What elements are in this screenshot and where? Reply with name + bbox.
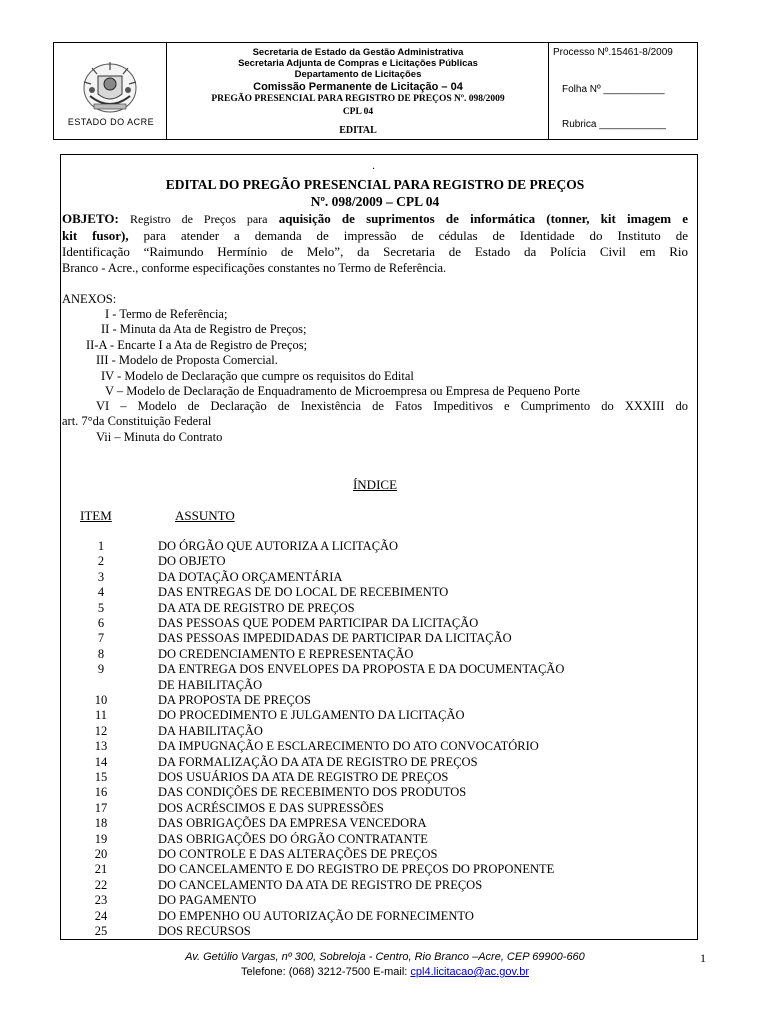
- anexo-item: IV - Modelo de Declaração que cumpre os requisitos do Edital: [101, 369, 414, 383]
- coat-of-arms-logo: [78, 60, 142, 120]
- indice-item-title: DO PAGAMENTO: [158, 893, 257, 908]
- folha-field: Folha Nº ___________: [562, 84, 665, 95]
- objeto-line-4: Branco - Acre., conforme especificações constantes no Termo de Referência.: [62, 261, 447, 275]
- indice-title: ÍNDICE: [352, 477, 398, 492]
- indice-item-title: DO CREDENCIAMENTO E REPRESENTAÇÃO: [158, 646, 414, 661]
- state-label: ESTADO DO ACRE: [67, 117, 155, 127]
- indice-item-number: 17: [94, 800, 108, 815]
- indice-item-number: 8: [97, 646, 105, 661]
- indice-item-title: DAS PESSOAS QUE PODEM PARTICIPAR DA LICITAÇÃO: [158, 616, 479, 630]
- col-item-header: ITEM: [80, 508, 112, 523]
- objeto-text-1a: Registro de Preços para: [130, 212, 268, 226]
- footer-phone: Telefone: (068) 3212-7500 E-mail:: [241, 966, 408, 978]
- indice-item-number: 2: [97, 554, 105, 569]
- indice-item-number: 14: [94, 754, 108, 769]
- processo-number: Processo Nº.15461-8/2009: [553, 47, 673, 58]
- footer-contact: [0, 966, 770, 978]
- indice-item-number: 12: [94, 723, 108, 738]
- objeto-line-2: [62, 228, 688, 244]
- indice-item-number: 6: [97, 616, 105, 630]
- indice-item-number: 9: [97, 662, 105, 677]
- objeto-text-2a: kit fusor),: [62, 228, 129, 243]
- header-edital: EDITAL: [339, 125, 377, 136]
- indice-item-number: 25: [94, 924, 108, 938]
- indice-item-number: 7: [97, 631, 105, 646]
- indice-item-number: 16: [94, 785, 108, 800]
- anexo-item: Vii – Minuta do Contrato: [96, 430, 223, 444]
- indice-item-number: 5: [97, 600, 105, 615]
- indice-item-title: DE HABILITAÇÃO: [158, 677, 263, 692]
- indice-item-number: 22: [94, 877, 108, 892]
- indice-item-title: DA IMPUGNAÇÃO E ESCLARECIMENTO DO ATO CONVOCATÓRIO: [158, 739, 539, 754]
- footer-address: Av. Getúlio Vargas, nº 300, Sobreloja - Centro, Rio Branco –Acre, CEP 69900-660: [185, 951, 585, 963]
- indice-item-title: DOS RECURSOS: [158, 924, 251, 938]
- header-pregao: PREGÃO PRESENCIAL PARA REGISTRO DE PREÇOS Nº. 098/2009: [211, 94, 505, 104]
- indice-item-number: 10: [94, 693, 108, 707]
- indice-item-title: DAS CONDIÇÕES DE RECEBIMENTO DOS PRODUTOS: [158, 785, 467, 800]
- rubrica-field: Rubrica ____________: [562, 119, 666, 130]
- objeto-text-2b: para atender a demanda de impressão de cédulas de Identidade do Instituto de: [143, 228, 688, 243]
- anexo-item: I - Termo de Referência;: [105, 307, 228, 321]
- indice-item-number: 24: [94, 908, 108, 923]
- edital-number: Nº. 098/2009 – CPL 04: [310, 194, 440, 209]
- header-line-adjunta: Secretaria Adjunta de Compras e Licitações Públicas: [238, 58, 478, 69]
- header-line-departamento: Departamento de Licitações: [294, 69, 422, 80]
- indice-item-number: 19: [94, 831, 108, 846]
- indice-item-title: DA PROPOSTA DE PREÇOS: [158, 693, 311, 707]
- indice-item-title: DAS OBRIGAÇÕES DA EMPRESA VENCEDORA: [158, 816, 427, 831]
- leading-dot: .: [372, 158, 375, 172]
- indice-item-title: DAS PESSOAS IMPEDIDADAS DE PARTICIPAR DA LICITAÇÃO: [158, 631, 512, 646]
- objeto-text-1b: aquisição de suprimentos de informática (tonner, kit imagem e: [278, 211, 689, 226]
- anexo-item: VI – Modelo de Declaração de Inexistência de Fatos Impeditivos e Cumprimento do XXXIII do: [96, 399, 688, 413]
- indice-item-title: DO CONTROLE E DAS ALTERAÇÕES DE PREÇOS: [158, 847, 438, 861]
- edital-title: EDITAL DO PREGÃO PRESENCIAL PARA REGISTRO DE PREÇOS: [165, 177, 585, 192]
- header-divider-left: [166, 42, 167, 140]
- indice-item-title: DA DOTAÇÃO ORÇAMENTÁRIA: [158, 569, 343, 584]
- indice-item-number: 1: [97, 539, 105, 553]
- header-commission: Comissão Permanente de Licitação – 04: [253, 81, 463, 93]
- indice-item-title: DA ATA DE REGISTRO DE PREÇOS: [158, 600, 355, 615]
- indice-item-title: DO PROCEDIMENTO E JULGAMENTO DA LICITAÇÃO: [158, 708, 465, 723]
- indice-item-title: DO OBJETO: [158, 554, 226, 569]
- col-assunto-header: ASSUNTO: [175, 508, 235, 523]
- indice-item-number: 18: [94, 816, 108, 831]
- anexo-item: II - Minuta da Ata de Registro de Preços;: [101, 322, 307, 336]
- header-cpl: CPL 04: [342, 107, 374, 117]
- indice-item-number: 21: [94, 862, 108, 877]
- page-number: 1: [700, 951, 706, 965]
- indice-item-title: DO CANCELAMENTO DA ATA DE REGISTRO DE PREÇOS: [158, 877, 483, 892]
- objeto-label: OBJETO:: [62, 211, 119, 226]
- footer-email-link[interactable]: cpl4.licitacao@ac.gov.br: [410, 966, 529, 978]
- anexo-item-cont: art. 7°da Constituição Federal: [62, 414, 212, 428]
- anexo-item: III - Modelo de Proposta Comercial.: [96, 353, 278, 367]
- anexo-item: V – Modelo de Declaração de Enquadramento de Microempresa ou Empresa de Pequeno Porte: [105, 384, 580, 398]
- indice-item-number: 23: [94, 893, 108, 908]
- indice-item-title: DO CANCELAMENTO E DO REGISTRO DE PREÇOS DO PROPONENTE: [158, 862, 555, 877]
- indice-item-title: DO ÓRGÃO QUE AUTORIZA A LICITAÇÃO: [158, 539, 399, 553]
- header-line-secretaria: Secretaria de Estado da Gestão Administrativa: [252, 47, 464, 58]
- anexos-label: ANEXOS:: [62, 292, 117, 306]
- indice-item-number: 13: [94, 739, 108, 754]
- indice-item-number: 11: [94, 708, 108, 723]
- indice-item-title: DO EMPENHO OU AUTORIZAÇÃO DE FORNECIMENTO: [158, 908, 474, 923]
- objeto-line-3: Identificação “Raimundo Hermínio de Melo”, da Secretaria de Estado da Polícia Civil em Rio: [62, 244, 688, 259]
- indice-item-number: 3: [97, 569, 105, 584]
- objeto-line-1: [62, 211, 688, 227]
- indice-item-number: 20: [94, 847, 108, 861]
- anexo-item: II-A - Encarte I a Ata de Registro de Preços;: [86, 338, 308, 352]
- indice-item-title: DAS ENTREGAS DE DO LOCAL DE RECEBIMENTO: [158, 585, 449, 600]
- indice-item-title: DOS ACRÉSCIMOS E DAS SUPRESSÕES: [158, 800, 384, 815]
- indice-item-title: DA FORMALIZAÇÃO DA ATA DE REGISTRO DE PREÇOS: [158, 754, 478, 769]
- header-divider-right: [548, 42, 549, 140]
- indice-item-title: DA HABILITAÇÃO: [158, 723, 263, 738]
- indice-item-number: 4: [97, 585, 105, 600]
- indice-item-number: 15: [94, 770, 108, 784]
- indice-item-title: DA ENTREGA DOS ENVELOPES DA PROPOSTA E DA DOCUMENTAÇÃO: [158, 662, 565, 677]
- indice-item-title: DAS OBRIGAÇÕES DO ÓRGÃO CONTRATANTE: [158, 831, 428, 846]
- indice-item-title: DOS USUÁRIOS DA ATA DE REGISTRO DE PREÇOS: [158, 770, 449, 784]
